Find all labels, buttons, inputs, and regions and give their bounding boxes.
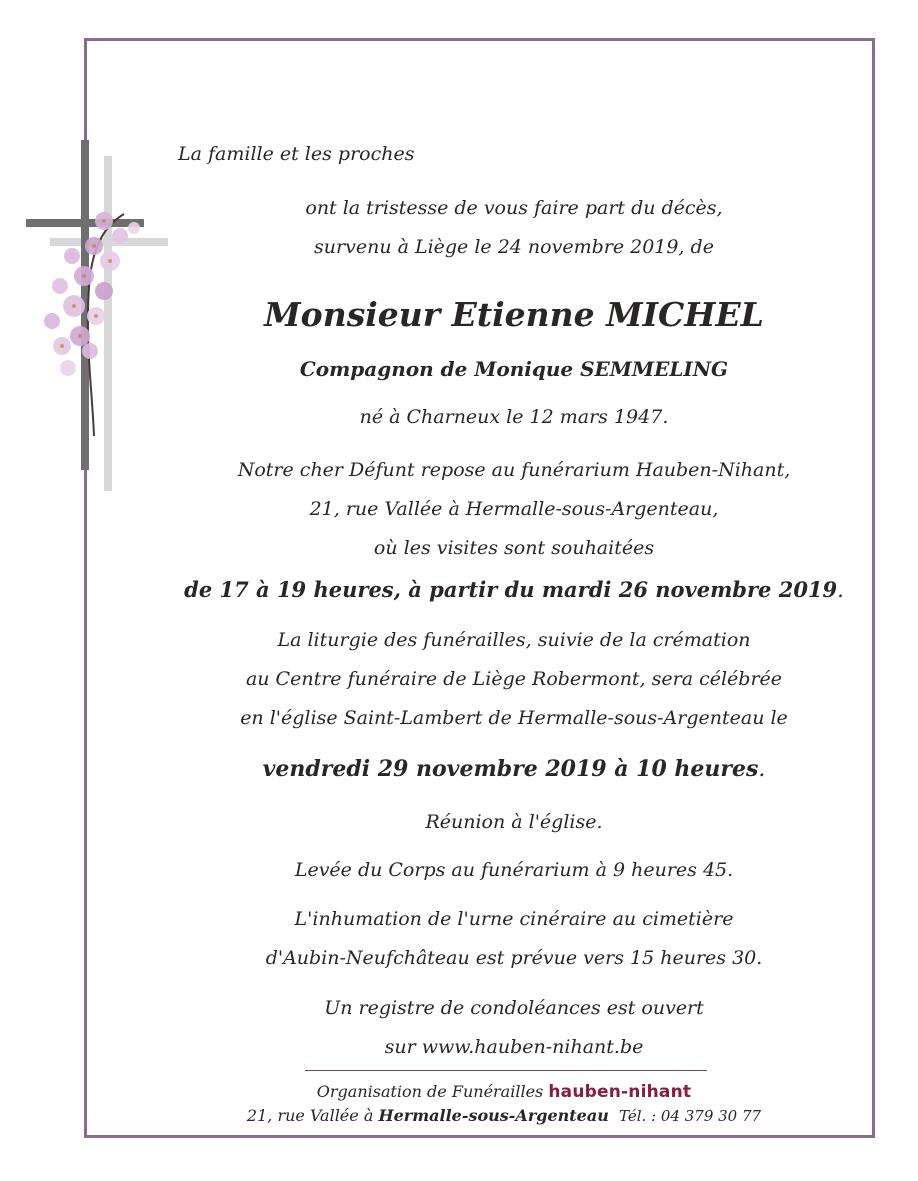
footer-organisation (45, 1082, 918, 1102)
ceremony-line-2: au Centre funéraire de Liège Robermont, sera célébrée (245, 668, 783, 690)
intro-text: La famille et les proches (178, 143, 415, 165)
announcement-line-1: ont la tristesse de vous faire part du décès, (305, 197, 723, 219)
brand-logo: hauben-nihant (548, 1082, 692, 1102)
deceased-birth: né à Charneux le 12 mars 1947. (359, 406, 669, 428)
visitation-line-2: 21, rue Vallée à Hermalle-sous-Argenteau, (309, 498, 719, 520)
footer-org-label: Organisation de Funérailles (316, 1082, 544, 1101)
footer-town: Hermalle-sous-Argenteau (378, 1106, 609, 1125)
visitation-line-3: où les visites sont souhaitées (373, 537, 655, 559)
footer-address (45, 1106, 918, 1126)
ceremony-date-text: vendredi 29 novembre 2019 à 10 heures (262, 756, 759, 782)
visitation-line-1: Notre cher Défunt repose au funérarium Hauben-Nihant, (237, 459, 791, 481)
visitation-hours-text: de 17 à 19 heures, à partir du mardi 26 novembre 2019 (184, 577, 838, 602)
visitation-hours-period: . (837, 578, 844, 602)
footer-address-prefix: 21, rue Vallée à (246, 1106, 374, 1125)
condolences-line-2: sur www.hauben-nihant.be (384, 1036, 644, 1058)
ceremony-date-period: . (758, 757, 766, 782)
visitation-hours (55, 578, 918, 602)
ceremony-date (55, 757, 918, 782)
ceremony-line-1: La liturgie des funérailles, suivie de la crémation (277, 629, 751, 651)
ceremony-line-3: en l'église Saint-Lambert de Hermalle-sous-Argenteau le (240, 707, 788, 729)
inhumation-line-1: L'inhumation de l'urne cinéraire au cimetière (294, 908, 734, 930)
footer-divider (305, 1070, 707, 1071)
deceased-relation: Compagnon de Monique SEMMELING (299, 357, 729, 381)
condolences-line-1: Un registre de condoléances est ouvert (324, 997, 704, 1019)
meeting-text: Réunion à l'église. (425, 811, 603, 833)
footer-phone: Tél. : 04 379 30 77 (619, 1107, 762, 1125)
inhumation-line-2: d'Aubin-Neufchâteau est prévue vers 15 heures 30. (265, 947, 763, 969)
announcement-line-2: survenu à Liège le 24 novembre 2019, de (314, 236, 714, 258)
deceased-name: Monsieur Etienne MICHEL (264, 295, 764, 334)
levee-text: Levée du Corps au funérarium à 9 heures 45. (294, 859, 734, 881)
